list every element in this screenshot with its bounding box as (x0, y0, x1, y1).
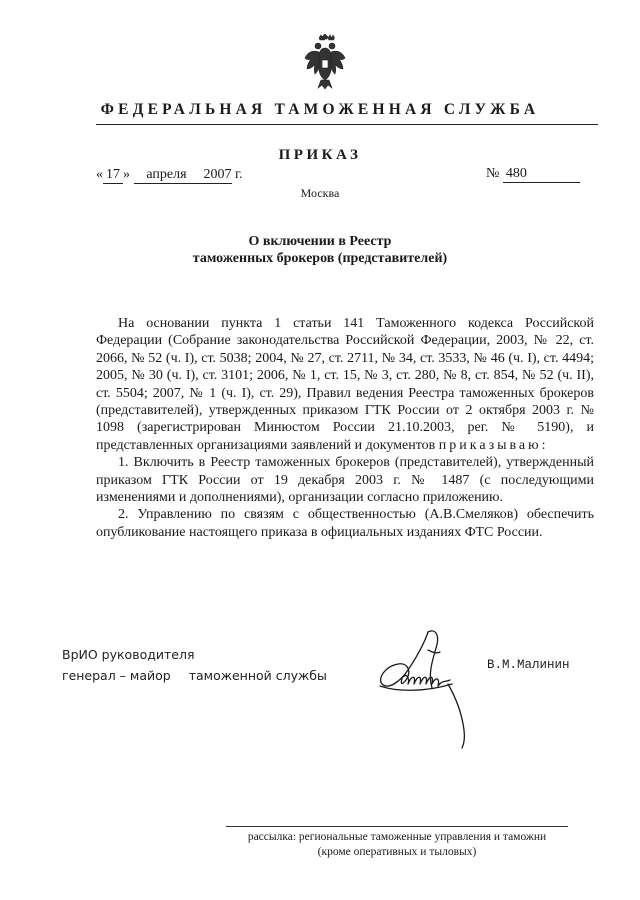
handwritten-signature-icon (366, 622, 476, 752)
signatory-rank-line (62, 665, 327, 686)
order-date (96, 167, 243, 184)
distribution-line-1: рассылка: региональные таможенные управления и таможни (247, 831, 547, 843)
preamble-text: На основании пункта 1 статьи 141 Таможенного кодекса Российской Федерации (Собрание законодательства Российской Федерации, 2003, № 22, ст. 2066, № 52 (ч. I), ст. 5038; 2004, № 27, ст. 2711, № 34, ст. 3533, № 46 (ч. I), ст. 4494; 2005, № 30 (ч. I), ст. 3101; 2006, № 1, ст. 15, № 3, ст. 280, № 8, ст. 854, № 52 (ч. II), ст. 5504; 2007, № 1 (ч. I), ст. 29), Правил ведения Реестра таможенных брокеров (представителей), утвержденных приказом ГТК России от 2 октября 2003 г. № 1098 (зарегистрирован Минюстом России 21.10.2003, рег. № 5190), и представленных организациями заявлений и документов (96, 316, 594, 453)
footer-divider (226, 826, 568, 827)
date-year: 2007 (200, 167, 232, 184)
order-colon: : (541, 437, 546, 453)
date-day: 17 (103, 167, 123, 184)
title-line-2: таможенных брокеров (представителей) (192, 251, 448, 266)
document-body (96, 315, 594, 541)
order-word: приказываю (438, 437, 542, 453)
distribution-list (226, 830, 568, 860)
number-value: 480 (503, 166, 580, 183)
order-item-1: 1. Включить в Реестр таможенных брокеров (представителей), утвержденный приказом ГТК России от 19 декабря 2003 г. № 1487 (с последующими изменениями и дополнениями), организации согласно приложению. (96, 455, 594, 506)
signatory-title (62, 644, 327, 686)
signatory-rank: генерал – майор (62, 668, 171, 683)
preamble-paragraph (96, 315, 594, 454)
signatory-name: В.М.Малинин (487, 658, 570, 672)
number-label: № (486, 166, 500, 181)
date-suffix: г. (235, 167, 243, 182)
distribution-line-2: (кроме оперативных и тыловых) (317, 846, 477, 858)
order-item-2: 2. Управлению по связям с общественностью (А.В.Смеляков) обеспечить опубликование настоящего приказа в официальных изданиях ФТС России. (96, 507, 594, 540)
document-title (0, 233, 640, 267)
signatory-service: таможенной службы (188, 668, 327, 683)
date-close-quote: » (123, 167, 130, 182)
signatory-position: ВрИО руководителя (62, 647, 195, 662)
date-open-quote: « (96, 167, 103, 182)
eagle-emblem-icon (303, 34, 347, 90)
document-type: ПРИКАЗ (278, 147, 362, 163)
agency-name: ФЕДЕРАЛЬНАЯ ТАМОЖЕННАЯ СЛУЖБА (100, 101, 540, 118)
order-number (486, 166, 580, 183)
date-month: апреля (134, 167, 200, 184)
title-line-1: О включении в Реестр (248, 234, 392, 249)
header-divider (96, 124, 598, 125)
city: Москва (300, 186, 340, 200)
